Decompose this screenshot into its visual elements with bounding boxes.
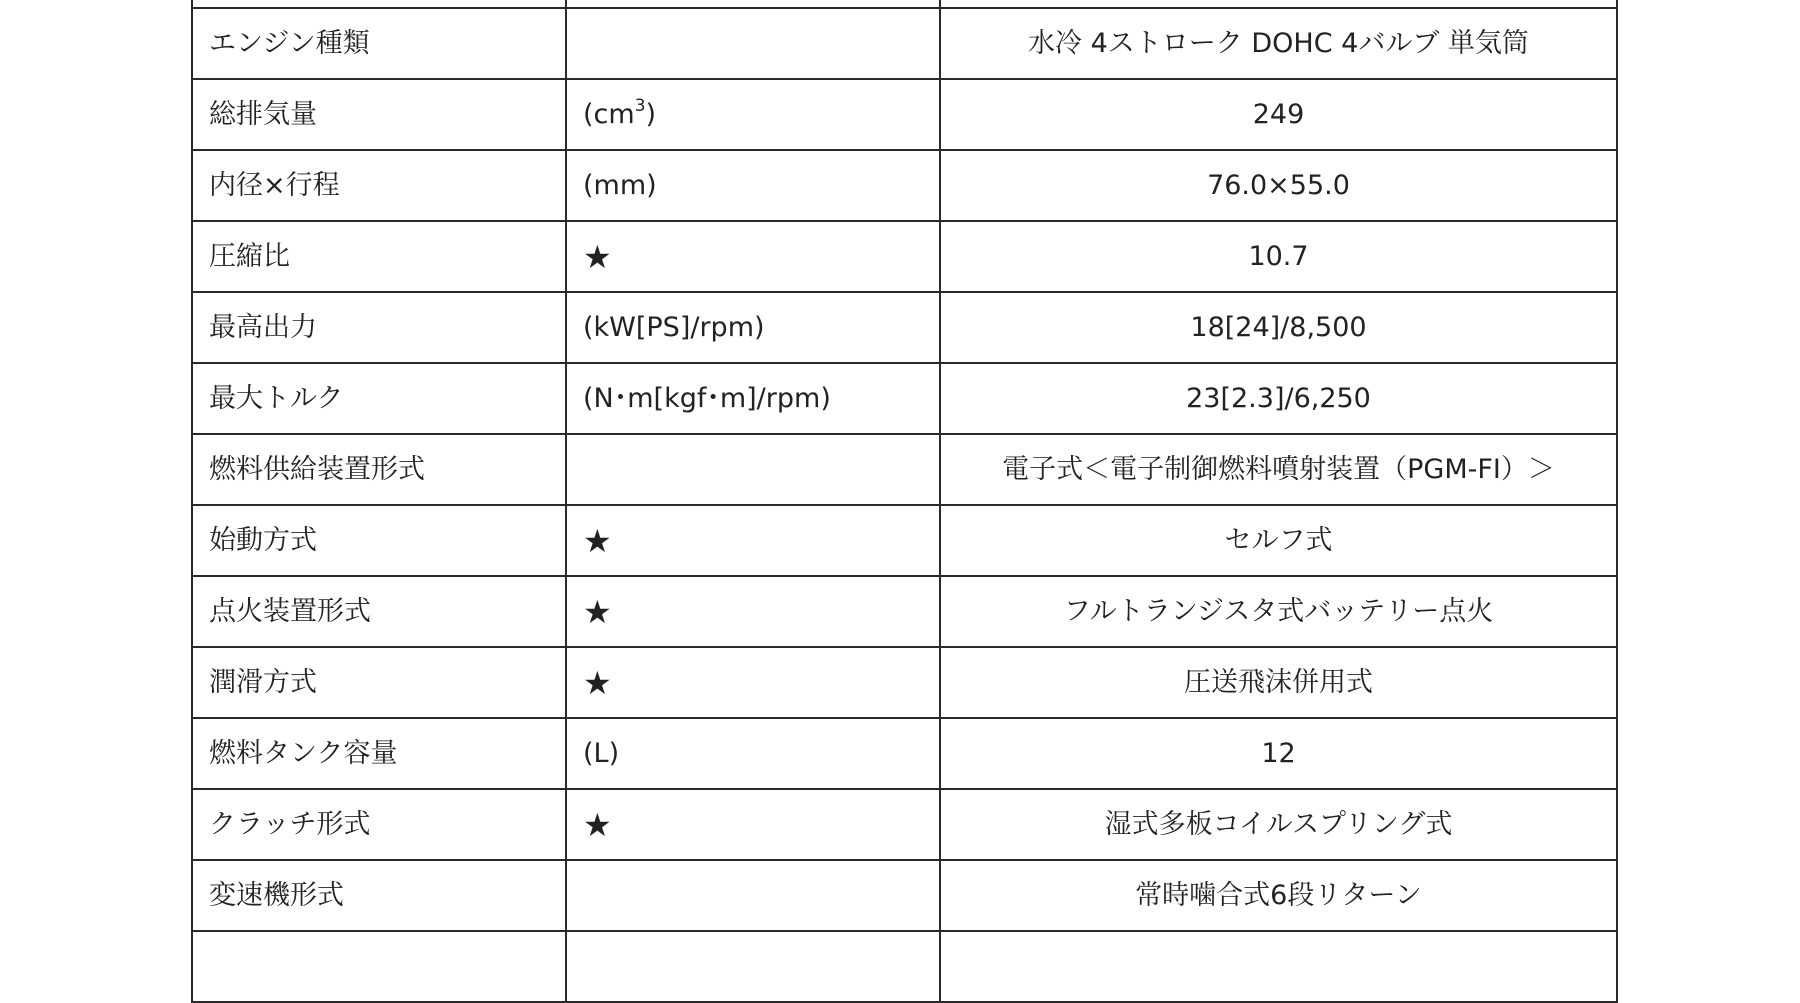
spec-value: 23[2.3]/6,250: [940, 363, 1617, 434]
table-row: [192, 718, 1617, 789]
spec-label: 圧縮比: [192, 221, 566, 292]
spec-unit: (L): [566, 718, 940, 789]
spec-label: 始動方式: [192, 505, 566, 576]
spec-unit: (mm): [566, 150, 940, 221]
table-row: [192, 789, 1617, 860]
spec-label: 最大トルク: [192, 363, 566, 434]
table-row: [192, 8, 1617, 79]
spec-value: [940, 931, 1617, 1002]
unit-text: ): [645, 99, 657, 130]
spec-label: 燃料供給装置形式: [192, 434, 566, 505]
table-row: [192, 0, 1617, 8]
spec-label: [192, 0, 566, 8]
spec-label: クラッチ形式: [192, 789, 566, 860]
spec-unit: (kW[PS]/rpm): [566, 292, 940, 363]
star-icon: ★: [566, 647, 940, 718]
spec-value: 249: [940, 79, 1617, 150]
spec-unit: [566, 860, 940, 931]
table-row: [192, 576, 1617, 647]
star-icon: ★: [566, 505, 940, 576]
spec-label: 燃料タンク容量: [192, 718, 566, 789]
spec-label: 最高出力: [192, 292, 566, 363]
table-row: [192, 363, 1617, 434]
spec-unit: [566, 79, 940, 150]
spec-value: 電子式＜電子制御燃料噴射装置（PGM-FI）＞: [940, 434, 1617, 505]
unit-text: (cm: [583, 99, 635, 130]
spec-value: フルトランジスタ式バッテリー点火: [940, 576, 1617, 647]
spec-unit: (N･m[kgf･m]/rpm): [566, 363, 940, 434]
spec-value: 水冷 4ストローク DOHC 4バルブ 単気筒: [940, 8, 1617, 79]
spec-label: 総排気量: [192, 79, 566, 150]
spec-value: 湿式多板コイルスプリング式: [940, 789, 1617, 860]
spec-unit: [566, 434, 940, 505]
table-row: [192, 79, 1617, 150]
spec-value: 10.7: [940, 221, 1617, 292]
spec-label: [192, 931, 566, 1002]
spec-label: 点火装置形式: [192, 576, 566, 647]
spec-value: 18[24]/8,500: [940, 292, 1617, 363]
spec-label: エンジン種類: [192, 8, 566, 79]
table-row: [192, 292, 1617, 363]
spec-value: 76.0×55.0: [940, 150, 1617, 221]
spec-value: 12: [940, 718, 1617, 789]
spec-value: 圧送飛沫併用式: [940, 647, 1617, 718]
table-row: [192, 931, 1617, 1002]
table-row: [192, 647, 1617, 718]
table-row: [192, 221, 1617, 292]
spec-label: 内径×行程: [192, 150, 566, 221]
spec-unit: [566, 931, 940, 1002]
unit-superscript: 3: [634, 96, 646, 116]
spec-unit: [566, 0, 940, 8]
spec-unit: [566, 8, 940, 79]
table-row: [192, 150, 1617, 221]
spec-value: 常時噛合式6段リターン: [940, 860, 1617, 931]
spec-label: 変速機形式: [192, 860, 566, 931]
star-icon: ★: [566, 576, 940, 647]
table-row: [192, 434, 1617, 505]
star-icon: ★: [566, 789, 940, 860]
engine-spec-table: [191, 0, 1618, 1003]
table-row: [192, 505, 1617, 576]
spec-value: [940, 0, 1617, 8]
spec-value: セルフ式: [940, 505, 1617, 576]
spec-table-body: [192, 0, 1617, 1002]
table-row: [192, 860, 1617, 931]
star-icon: ★: [566, 221, 940, 292]
spec-label: 潤滑方式: [192, 647, 566, 718]
